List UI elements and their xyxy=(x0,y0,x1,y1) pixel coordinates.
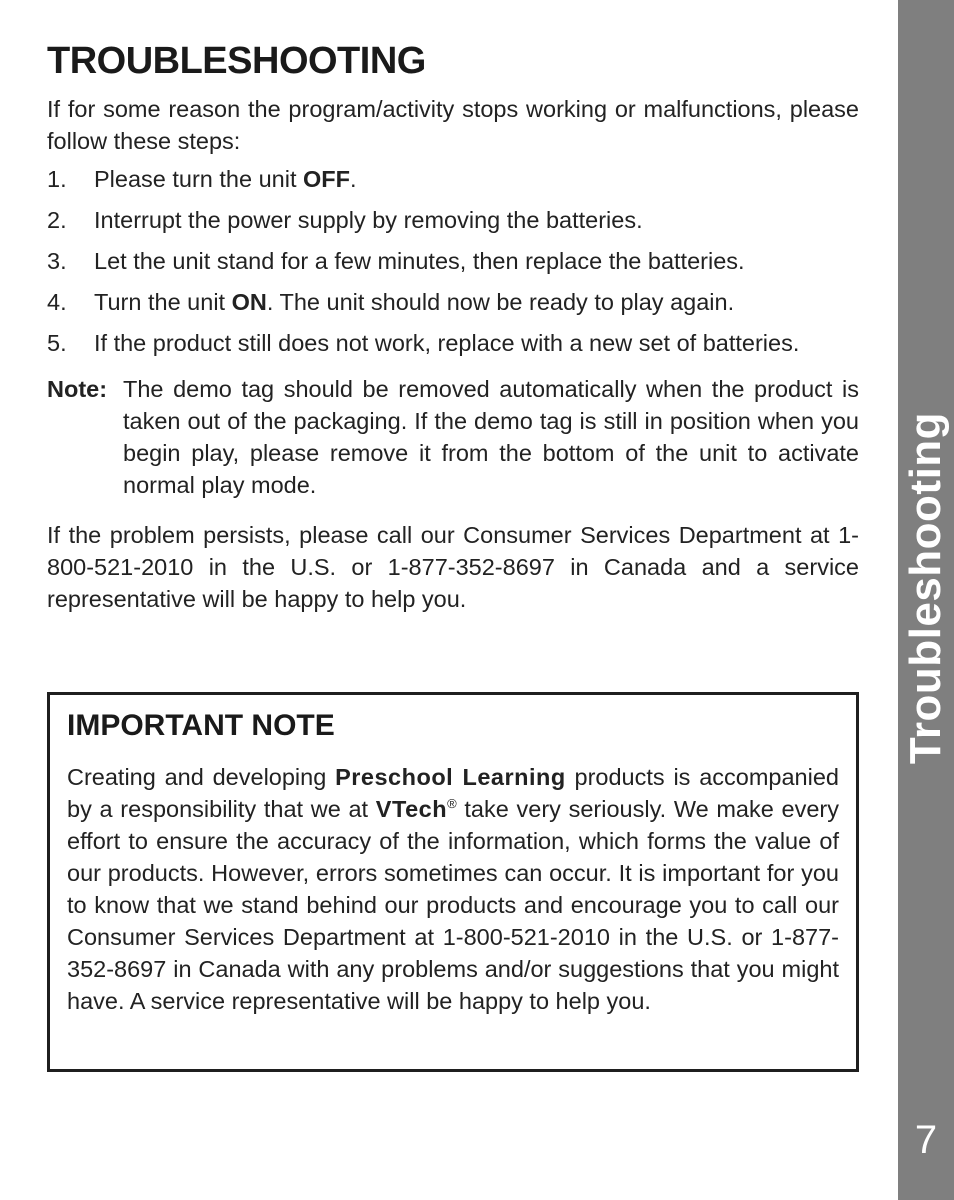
step-item: 3. Let the unit stand for a few minutes, then replace the batteries. xyxy=(47,245,859,277)
main-content xyxy=(47,40,859,615)
step-number: 3. xyxy=(47,248,67,274)
steps-list xyxy=(47,163,859,359)
step-item: 5. If the product still does not work, replace with a new set of batteries. xyxy=(47,327,859,359)
section-tab-label: Troubleshooting xyxy=(901,411,950,765)
step-number: 2. xyxy=(47,207,67,233)
demo-tag-note xyxy=(47,373,859,501)
brand-name: VTech xyxy=(375,796,448,822)
page-number: 7 xyxy=(914,1118,938,1162)
section-side-tab xyxy=(898,0,954,1200)
step-number: 4. xyxy=(47,289,67,315)
note-text: The demo tag should be removed automatically when the product is taken out of the packaging. If the demo tag is still in position when you begin play, please remove it from the bottom of the unit to activate normal play mode. xyxy=(123,376,859,498)
registered-mark: ® xyxy=(447,796,457,812)
page-title: TROUBLESHOOTING xyxy=(47,40,426,82)
important-note-text: Creating and developing Preschool Learning products is accompanied by a responsibility that we at VTech® take very seriously. We make every effort to ensure the accuracy of the information, which forms the value of our products. However, errors sometimes can occur. It is important for you to know that we stand behind our products and encourage you to call our Consumer Services Department at 1-800-521-2010 in the U.S. or 1-877-352-8697 in Canada with any problems and/or suggestions that you might have. A service representative will be happy to help you. xyxy=(67,764,839,1014)
step-item: 4. Turn the unit ON. The unit should now be ready to play again. xyxy=(47,286,859,318)
step-number: 1. xyxy=(47,166,67,192)
consumer-services-text: If the problem persists, please call our Consumer Services Department at 1-800-521-2010 in the U.S. or 1-877-352-8697 in Canada and a service representative will be happy to help you. xyxy=(47,522,859,612)
important-note-title: IMPORTANT NOTE xyxy=(67,709,335,742)
intro-text: If for some reason the program/activity stops working or malfunctions, please follow these steps: xyxy=(47,96,859,154)
note-label: Note: xyxy=(47,376,108,402)
step-item: 1. Please turn the unit OFF. xyxy=(47,163,859,195)
product-line-name: Preschool Learning xyxy=(335,764,566,790)
step-item: 2. Interrupt the power supply by removing the batteries. xyxy=(47,204,859,236)
important-note-box xyxy=(47,692,859,1072)
step-number: 5. xyxy=(47,330,67,356)
